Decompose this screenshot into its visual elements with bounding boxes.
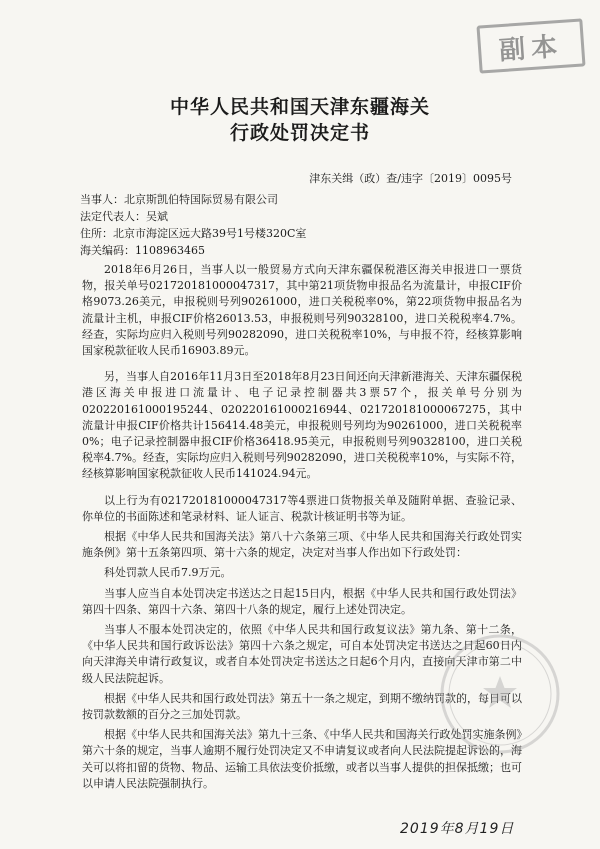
party-name: 当事人：北京斯凯伯特国际贸易有限公司 bbox=[80, 193, 278, 206]
copy-stamp-label: 副本 bbox=[498, 31, 565, 66]
paragraph-legal-basis: 根据《中华人民共和国海关法》第八十六条第三项、《中华人民共和国海关行政处罚实施条例》第十五条第四项、第十六条的规定，决定对当事人作出如下行政处罚： bbox=[82, 530, 522, 560]
document-number: 津东关缉（政）查/违字〔2019〕0095号 bbox=[309, 172, 512, 185]
paragraph-deadline: 当事人应当自本处罚决定书送达之日起15日内，根据《中华人民共和国行政处罚法》第四十四条、第四十六条、第四十八条的规定，履行上述处罚决定。 bbox=[82, 586, 522, 616]
paragraph-case-2: 另，当事人自2016年11月3日至2018年8月23日间还向天津新港海关、天津东疆保税港区海关申报进口流量计、电子记录控制器共3票57个，报关单号分别为020220161000195244、020220161000216944、021720181000067275，其中流量计申报CIF价格共计156414.48美元，申报税则号列均为90261000，进口关税税率0%；电子记录控制器申报CIF价格36418.95美元，申报税则号列90328100，进口关税税率4.7%。经查，实际均应归入税则号列90282090，进口关税税率10%，与实际不符，经核算影响国家税款征收人民币141024.94元。 bbox=[82, 370, 522, 481]
paragraph-evidence: 以上行为有021720181000047317等4票进口货物报关单及随附单据、查验记录、你单位的书面陈述和笔录材料、证人证言、税款计核证明书等为证。 bbox=[82, 493, 522, 523]
paragraph-penalty: 科处罚款人民币7.9万元。 bbox=[104, 566, 232, 580]
signature-date: 2019年8月19日 bbox=[400, 821, 515, 837]
paragraph-appeal: 当事人不服本处罚决定的，依照《中华人民共和国行政复议法》第九条、第十二条，《中华人民共和国行政诉讼法》第四十六条之规定，可自本处罚决定书送达之日起60日内向天津海关申请行政复议，或者自本处罚决定书送达之日起6个月内，直接向天津市第二中级人民法院起诉。 bbox=[82, 623, 522, 685]
legal-representative: 法定代表人：吴斌 bbox=[80, 210, 168, 223]
customs-code: 海关编码：1108963465 bbox=[80, 244, 205, 257]
document-title-line1: 中华人民共和国天津东疆海关 bbox=[169, 96, 430, 118]
official-seal bbox=[438, 632, 562, 756]
party-address: 住所：北京市海淀区远大路39号1号楼320C室 bbox=[80, 227, 307, 240]
paragraph-late-fee: 根据《中华人民共和国行政处罚法》第五十一条之规定，到期不缴纳罚款的，每日可以按罚款数额的百分之三加处罚款。 bbox=[82, 691, 522, 722]
copy-stamp bbox=[476, 18, 585, 73]
document-title-line2: 行政处罚决定书 bbox=[229, 122, 370, 144]
paragraph-case-1: 2018年6月26日，当事人以一般贸易方式向天津东疆保税港区海关申报进口一票货物，报关单号021720181000047317，其中第21项货物申报品名为流量计，申报CIF价格9073.26美元，申报税则号列90261000，进口关税税率0%，第22项货物申报品名为流量计主机，申报CIF价格26013.53，申报税则号列90328100，进口关税税率4.7%。经查，实际均应归入税则号列90282090，进口关税税率10%，与申报不符，经核算影响国家税款征收人民币16903.89元。 bbox=[82, 263, 522, 358]
paragraph-enforcement: 根据《中华人民共和国海关法》第九十三条、《中华人民共和国海关行政处罚实施条例》第六十条的规定，当事人逾期不履行处罚决定又不申请复议或者向人民法院提起诉讼的，海关可以将扣留的货物、物品、运输工具依法变价抵缴，或者以当事人提供的担保抵缴；也可以申请人民法院强制执行。 bbox=[82, 728, 522, 790]
